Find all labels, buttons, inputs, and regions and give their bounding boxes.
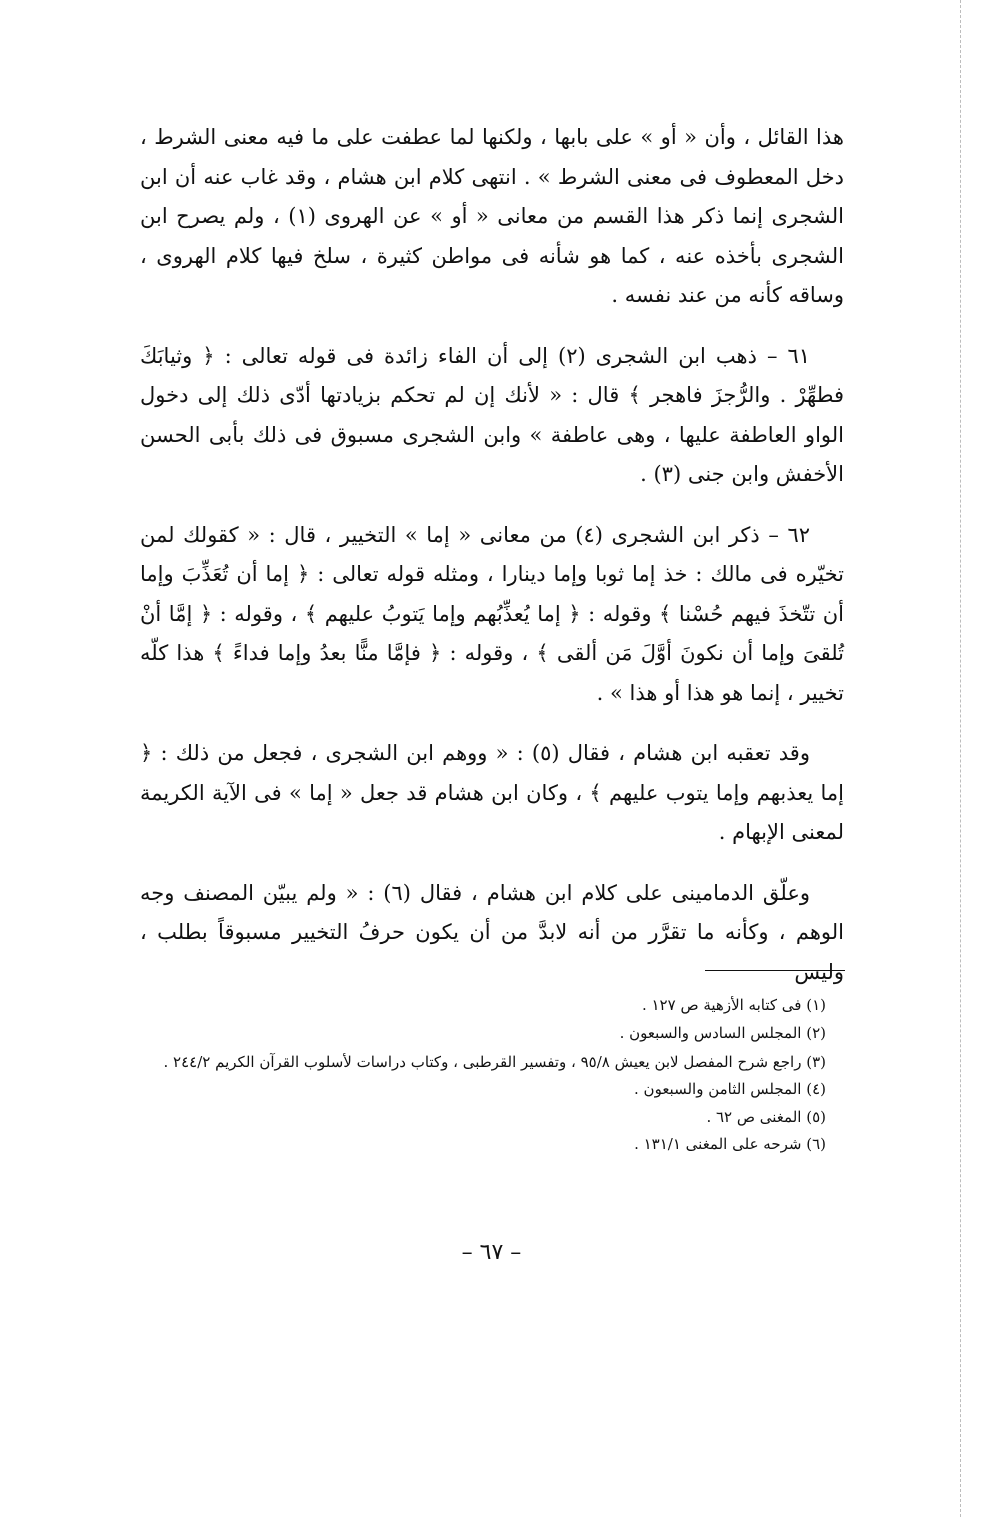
footnote-separator [705, 970, 845, 971]
paragraph-61: ٦١ – ذهب ابن الشجرى (٢) إلى أن الفاء زائدة فى قوله تعالى : ﴿ وثيابَكَ فطهِّرْ . والرُّجزَ فاهجر ﴾ قال : « لأنك إن لم تحكم بزيادتها أدّى ذلك إلى دخول الواو العاطفة عليها ، وهى عاطفة » وابن الشجرى مسبوق فى ذلك بأبى الحسن الأخفش وابن جنى (٣) . [140, 343, 844, 486]
page-number: – ٦٧ – [461, 1240, 522, 1265]
footnotes [140, 992, 844, 1159]
paragraph-ibn-hisham: وقد تعقبه ابن هشام ، فقال (٥) : « ووهم ابن الشجرى ، فجعل من ذلك : ﴿ إما يعذبهم وإما يتوب عليهم ﴾ ، وكان ابن هشام قد جعل « إما » فى الآية الكريمة لمعنى الإبهام . [140, 741, 844, 844]
footnote-4: (٤) المجلس الثامن والسبعون . [634, 1080, 826, 1098]
paragraph-continuation: هذا القائل ، وأن « أو » على بابها ، ولكنها لما عطفت على ما فيه معنى الشرط ، دخل المعطوف فى معنى الشرط » . انتهى كلام ابن هشام ، وقد غاب عنه أن ابن الشجرى إنما ذكر هذا القسم من معانى « أو » عن الهروى (١) ، ولم يصرح ابن الشجرى بأخذه عنه ، كما هو شأنه فى مواطن كثيرة ، سلخ فيها كلام الهروى ، وساقه كأنه من عند نفسه . [140, 125, 844, 307]
footnote-2: (٢) المجلس السادس والسبعون . [619, 1023, 826, 1042]
footnote-6: (٦) شرحه على المغنى ١٣١/١ . [634, 1135, 826, 1153]
main-text [140, 118, 844, 1013]
paragraph-damamini: وعلّق الدمامينى على كلام ابن هشام ، فقال (٦) : « ولم يبيّن المصنف وجه الوهم ، وكأنه ما تقرَّر من أنه لابدَّ من أن يكون حرفُ التخيير مسبوقاً بطلب ، وليس [140, 880, 844, 984]
footnote-5: (٥) المغنى ص ٦٢ . [706, 1107, 826, 1126]
footnote-3: (٣) راجع شرح المفصل لابن يعيش ٩٥/٨ ، وتفسير القرطبى ، وكتاب دراسات لأسلوب القرآن الكريم ٢٤٤/٢ . [163, 1053, 826, 1071]
scan-edge-mark [960, 0, 961, 1517]
paragraph-62: ٦٢ – ذكر ابن الشجرى (٤) من معانى « إما » التخيير ، قال : « كقولك لمن تخيّره فى مالك : خذ إما ثوبا وإما دينارا ، ومثله قوله تعالى : ﴿ إما أن تُعَذِّبَ وإما أن تتّخذَ فيهم حُسْنا ﴾ وقوله : ﴿ إما يُعذِّبُهم وإما يَتوبُ عليهم ﴾ ، وقوله : ﴿ إمَّا أنْ تُلقىَ وإما أن نكونَ أوَّلَ مَن ألقى ﴾ ، وقوله : ﴿ فإمَّا منًّا بعدُ وإما فداءً ﴾ هذا كلّه تخيير ، إنما هو هذا أو هذا » . [140, 522, 844, 705]
footnote-1: (١) فى كتابه الأزهية ص ١٢٧ . [641, 996, 826, 1014]
